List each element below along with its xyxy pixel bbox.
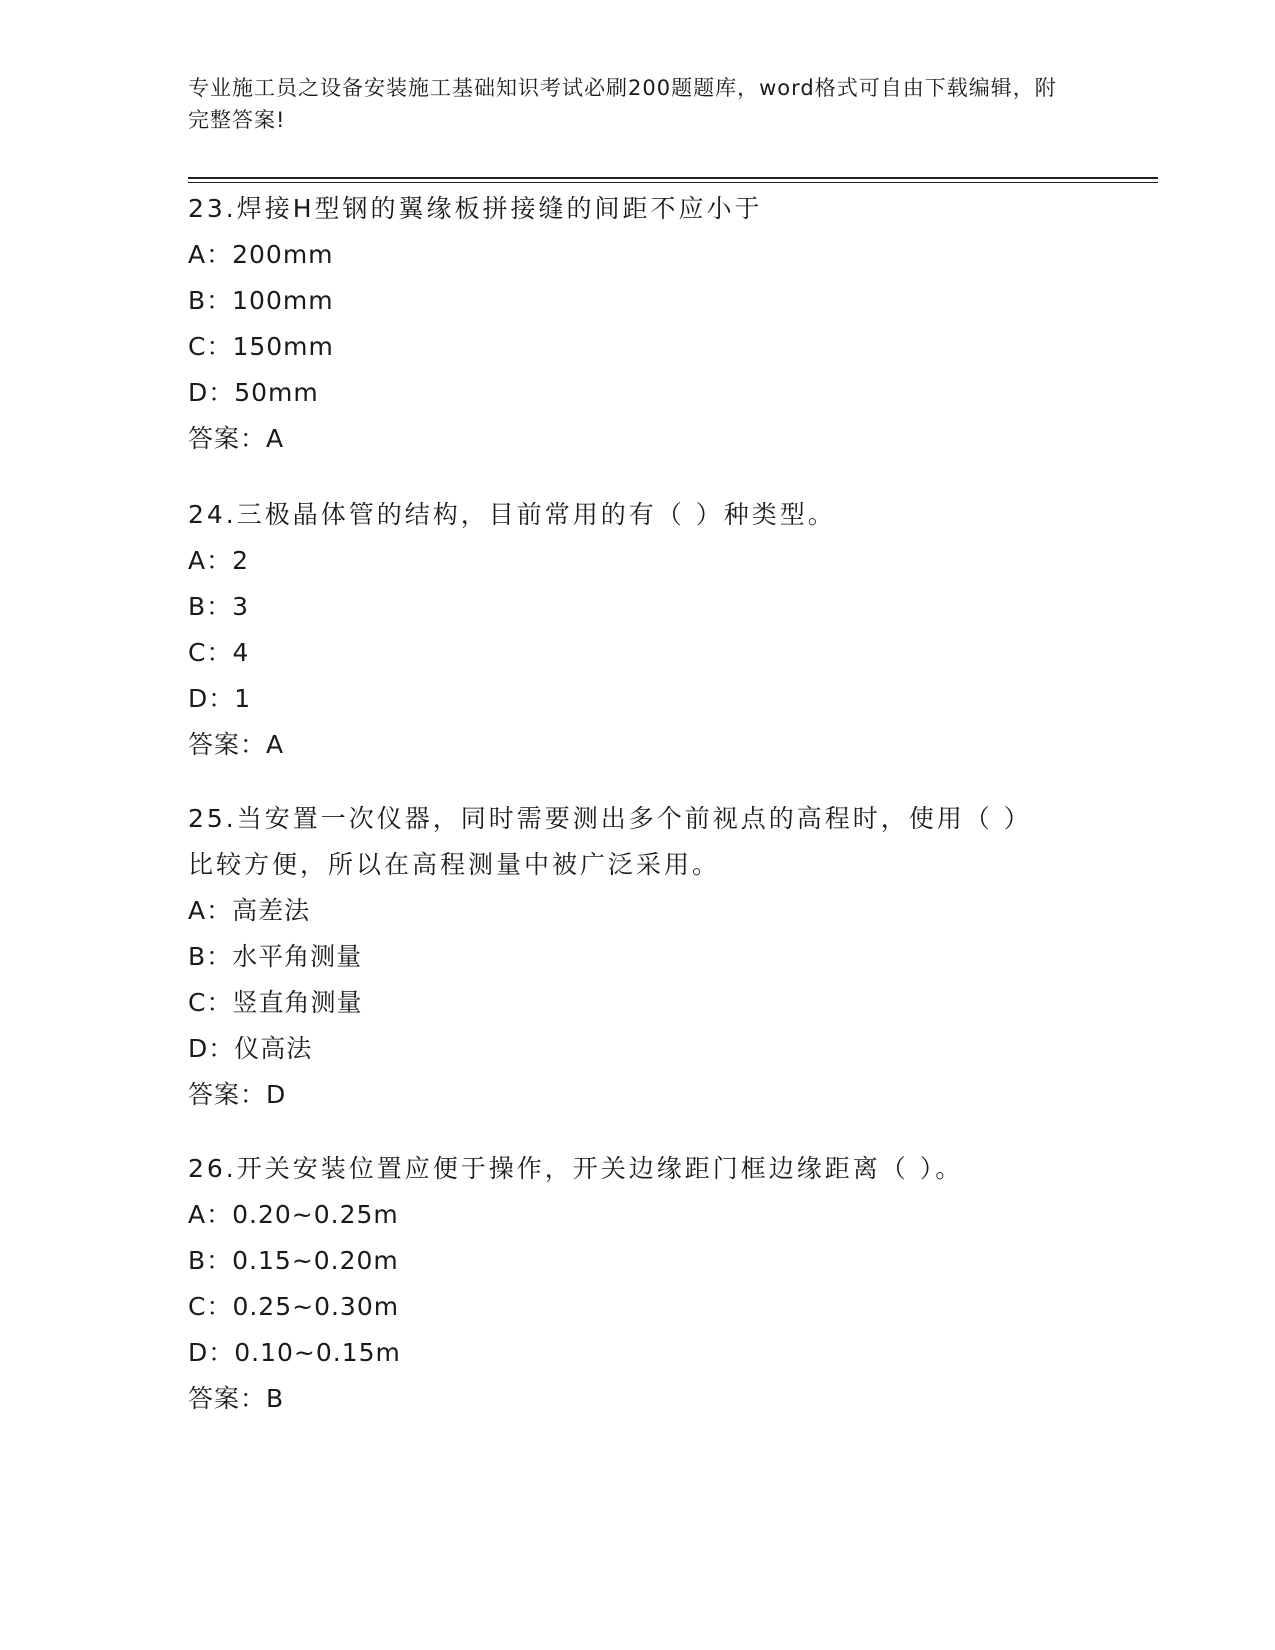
question-title: 26.开关安装位置应便于操作，开关边缘距门框边缘距离（ ）。	[188, 1154, 964, 1183]
header-divider-thick	[188, 177, 1158, 179]
option-c: C：4	[188, 638, 250, 667]
question-title: 23.焊接H型钢的翼缘板拼接缝的间距不应小于	[188, 194, 763, 223]
option-d: D：50mm	[188, 378, 319, 407]
option-c: C：150mm	[188, 332, 334, 361]
option-c: C：竖直角测量	[188, 988, 363, 1017]
answer: 答案：B	[188, 1384, 285, 1413]
option-b: B：100mm	[188, 286, 334, 315]
option-b: B：水平角测量	[188, 942, 363, 971]
option-a: A：高差法	[188, 896, 311, 925]
document-header: 专业施工员之设备安装施工基础知识考试必刷200题题库，word格式可自由下载编辑，附完整答案!	[188, 76, 1057, 132]
option-d: D：1	[188, 684, 252, 713]
answer: 答案：D	[188, 1080, 287, 1109]
header-divider-thin	[188, 182, 1158, 183]
option-d: D：仪高法	[188, 1034, 313, 1063]
option-c: C：0.25~0.30m	[188, 1292, 400, 1321]
question-title: 24.三极晶体管的结构，目前常用的有（ ）种类型。	[188, 500, 836, 529]
option-a: A：2	[188, 546, 250, 575]
question-25	[188, 796, 1048, 1118]
question-24	[188, 492, 1068, 768]
question-26	[188, 1146, 1068, 1422]
option-d: D：0.10~0.15m	[188, 1338, 401, 1367]
question-23	[188, 186, 1068, 462]
option-a: A：0.20~0.25m	[188, 1200, 399, 1229]
answer: 答案：A	[188, 424, 285, 453]
option-a: A：200mm	[188, 240, 334, 269]
question-title: 25.当安置一次仪器，同时需要测出多个前视点的高程时，使用（ ）比较方便，所以在高程测量中被广泛采用。	[188, 804, 1032, 879]
answer: 答案：A	[188, 730, 285, 759]
option-b: B：3	[188, 592, 250, 621]
option-b: B：0.15~0.20m	[188, 1246, 399, 1275]
